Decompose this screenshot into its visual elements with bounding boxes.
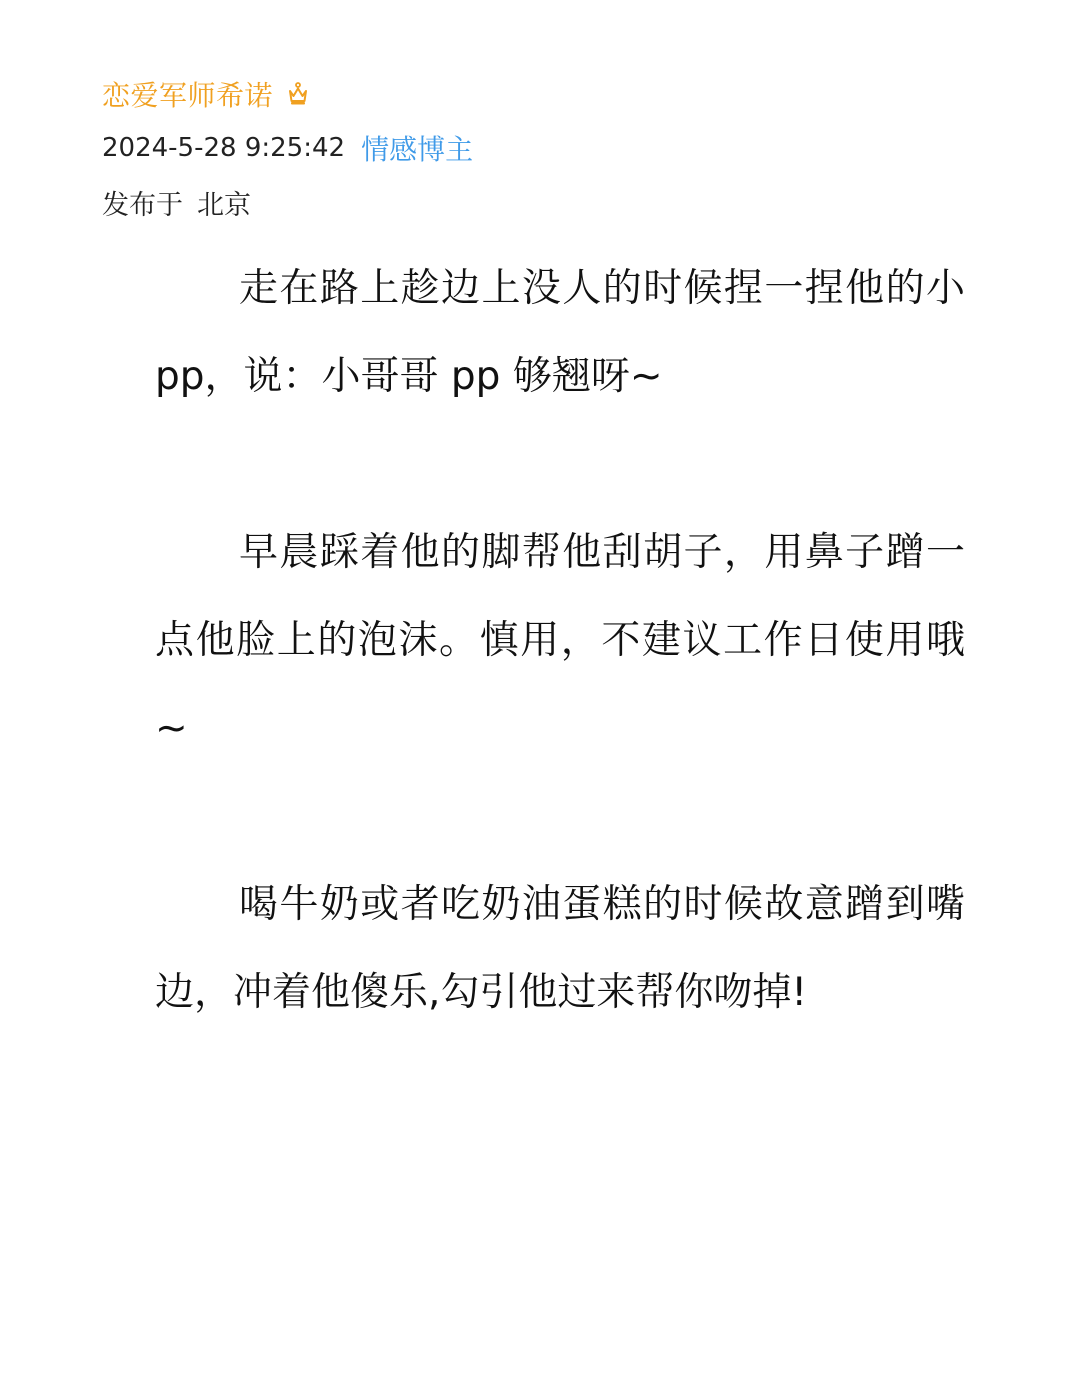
post-header <box>102 72 1002 224</box>
role-tag[interactable]: 情感博主 <box>361 133 474 166</box>
author-row <box>102 72 1002 116</box>
author-name[interactable]: 恋爱军师希诺 <box>102 79 274 112</box>
location-label: 发布于 <box>102 189 183 221</box>
location-row <box>102 180 1002 224</box>
post-timestamp: 2024-5-28 9:25:42 <box>102 133 346 163</box>
meta-row <box>102 126 1002 170</box>
content-paragraph: 早晨踩着他的脚帮他刮胡子，用鼻子蹭一点他脸上的泡沫。慎用，不建议工作日使用哦~ <box>155 530 965 751</box>
crown-icon <box>285 81 311 107</box>
content-paragraph: 喝牛奶或者吃奶油蛋糕的时候故意蹭到嘴边，冲着他傻乐,勾引他过来帮你吻掉! <box>155 882 965 1015</box>
location-value: 北京 <box>197 189 251 221</box>
post-content <box>155 245 965 1037</box>
content-paragraph: 走在路上趁边上没人的时候捏一捏他的小 pp，说：小哥哥 pp 够翘呀~ <box>155 266 965 399</box>
